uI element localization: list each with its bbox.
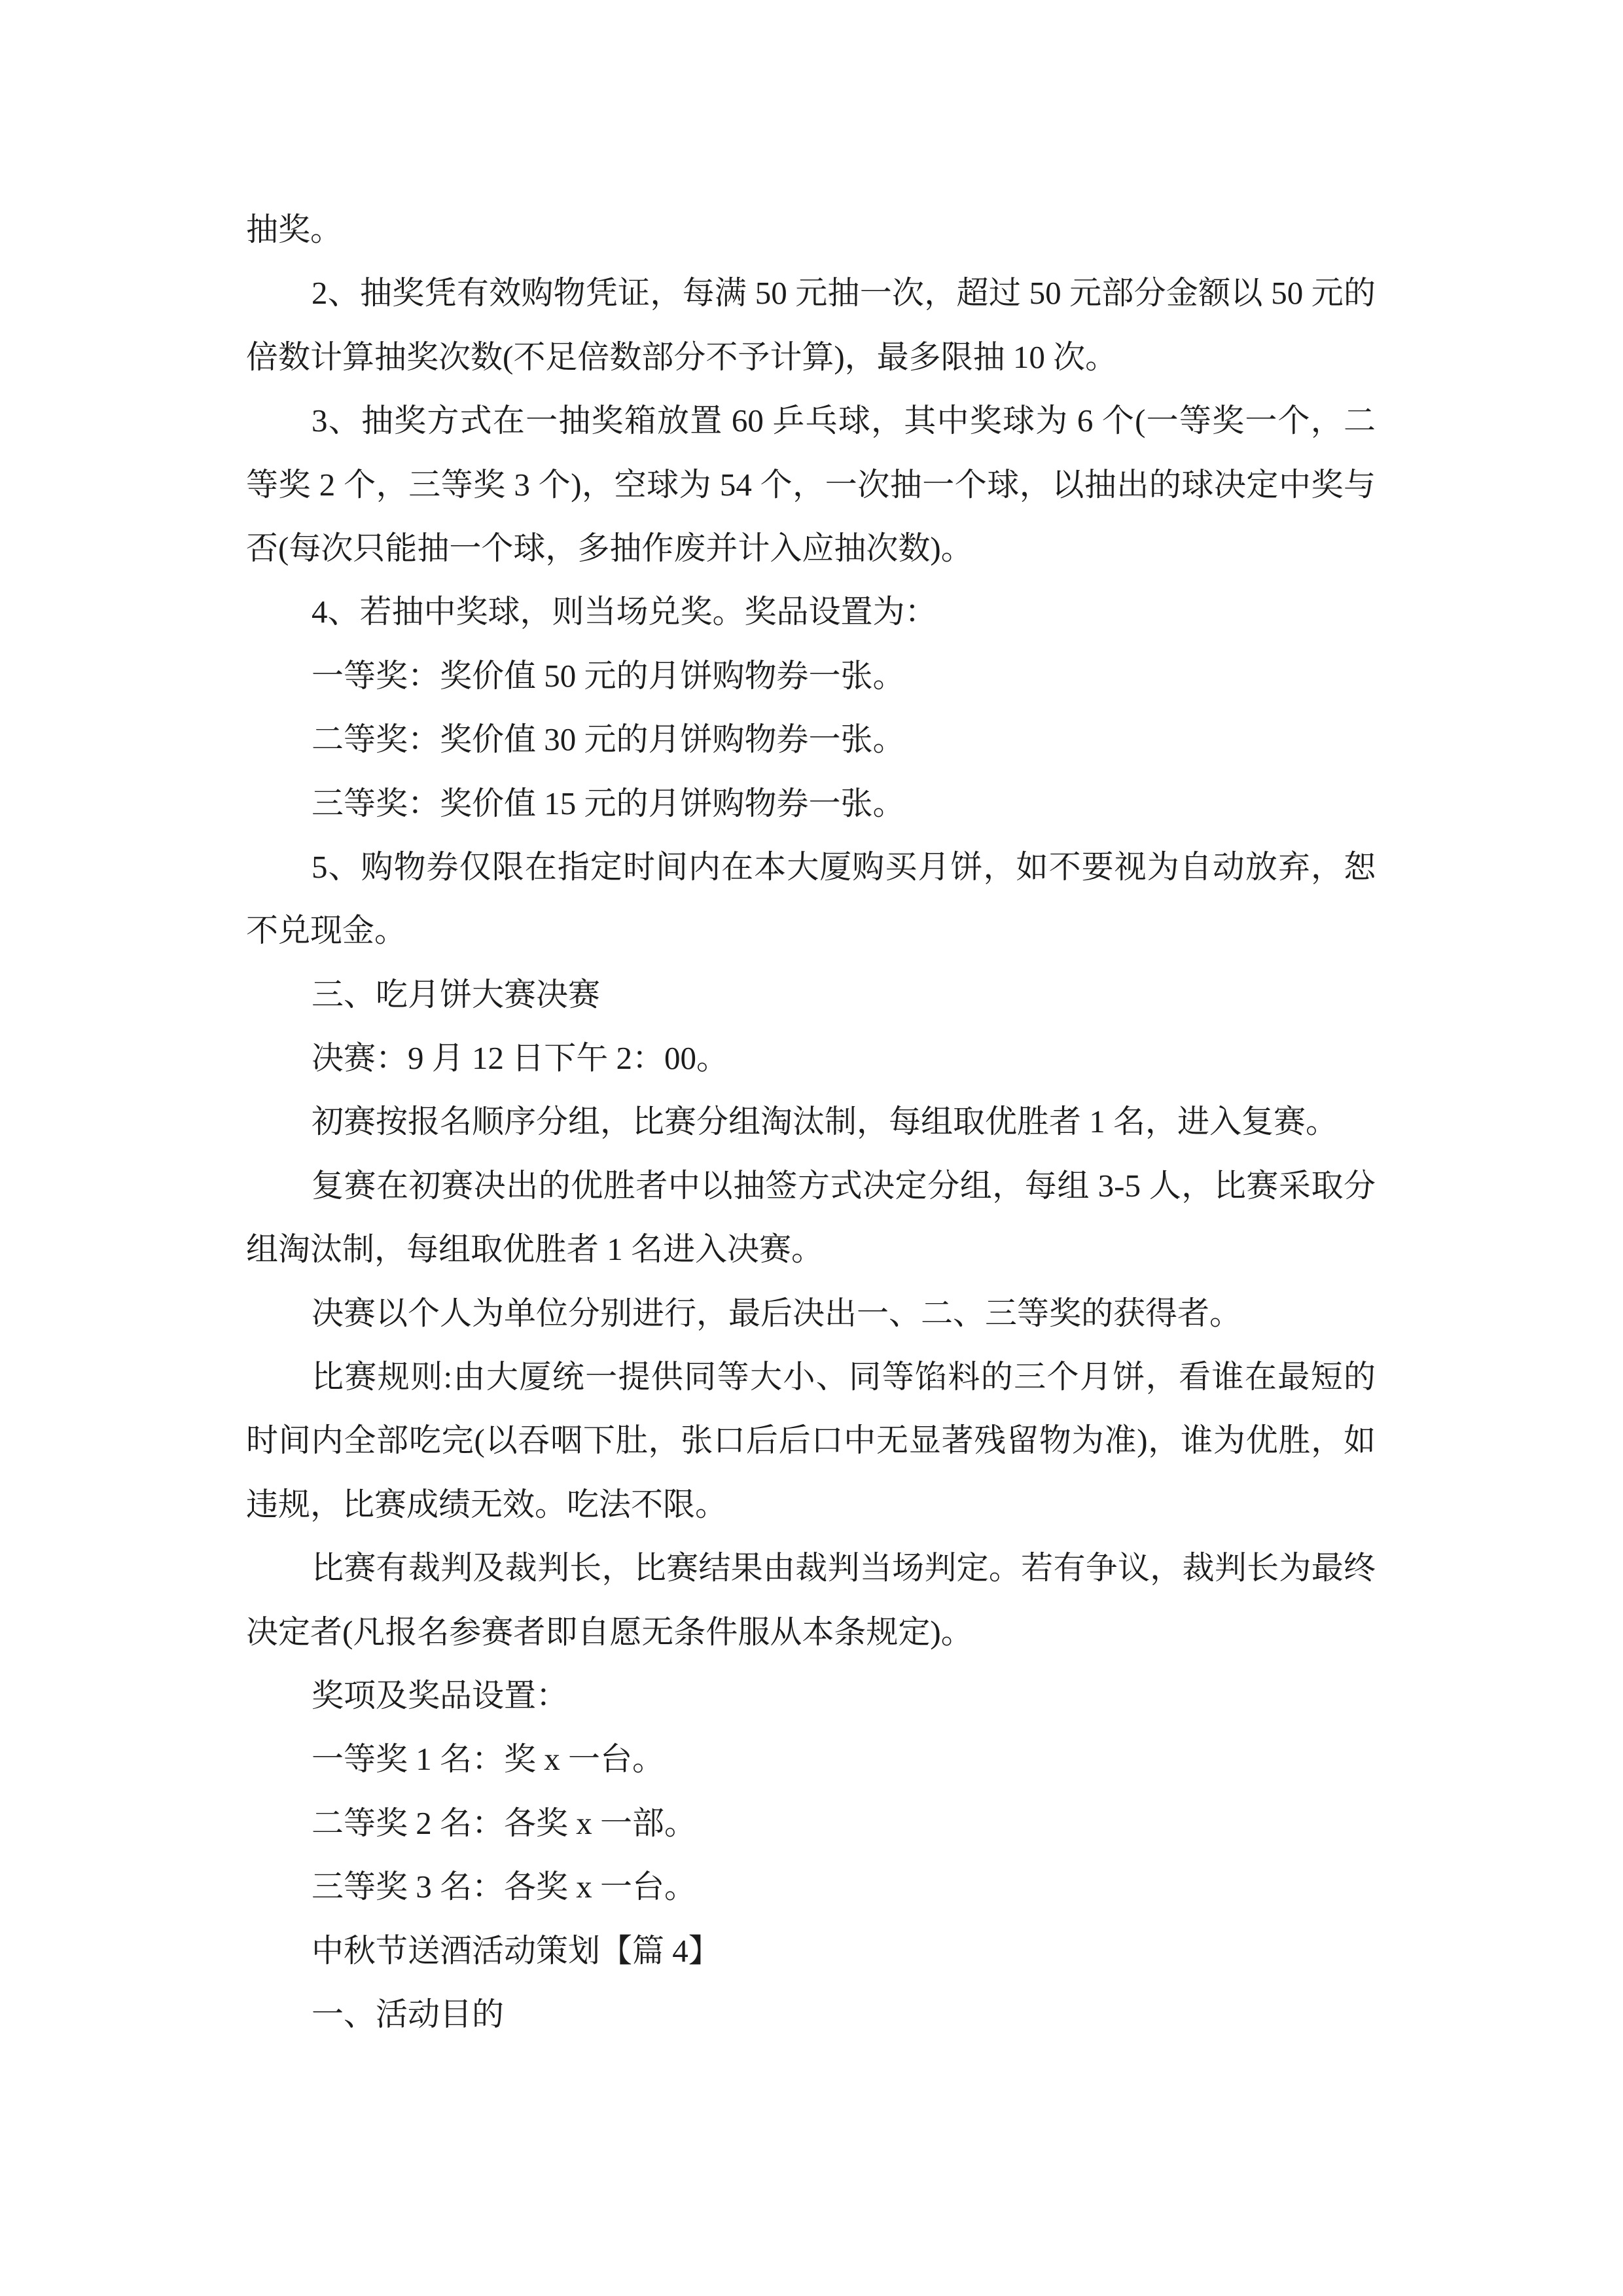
paragraph-rule-4	[246, 580, 1376, 643]
paragraph-referee	[246, 1536, 1376, 1664]
prize-item-first	[246, 644, 1376, 708]
article-title-text: 中秋节送酒活动策划【篇 4】	[312, 1932, 721, 1969]
section-heading	[246, 1982, 1376, 2046]
award-item-first	[246, 1727, 1376, 1791]
paragraph-line: 决赛：9 月 12 日下午 2：00。	[312, 1040, 729, 1077]
paragraph-line: 2、抽奖凭有效购物凭证，每满 50 元抽一次，超过 50 元部分金额以 50 元的	[312, 275, 1376, 312]
paragraph-line: 违规，比赛成绩无效。吃法不限。	[246, 1486, 728, 1522]
paragraph-semifinal	[246, 1154, 1376, 1282]
paragraph-line: 比赛有裁判及裁判长，比赛结果由裁判当场判定。若有争议，裁判长为最终	[312, 1550, 1376, 1587]
paragraph-line: 三等奖：奖价值 15 元的月饼购物券一张。	[312, 785, 905, 821]
paragraph-line: 组淘汰制，每组取优胜者 1 名进入决赛。	[246, 1231, 824, 1268]
paragraph-line: 5、购物券仅限在指定时间内在本大厦购买月饼，如不要视为自动放弃，恕	[312, 848, 1376, 885]
paragraph-line: 比赛规则:由大厦统一提供同等大小、同等馅料的三个月饼，看谁在最短的	[312, 1359, 1376, 1395]
paragraph-rule-5	[246, 835, 1376, 963]
document-body	[246, 198, 1376, 2046]
award-item-third	[246, 1855, 1376, 1918]
paragraph-line: 奖项及奖品设置：	[312, 1677, 569, 1713]
paragraph-line: 一等奖：奖价值 50 元的月饼购物券一张。	[312, 657, 905, 694]
paragraph-line: 3、抽奖方式在一抽奖箱放置 60 乒乓球，其中奖球为 6 个(一等奖一个，二	[312, 403, 1376, 439]
paragraph-rule-3	[246, 389, 1376, 580]
prize-item-third	[246, 772, 1376, 835]
paragraph-line: 决定者(凡报名参赛者即自愿无条件服从本条规定)。	[246, 1613, 973, 1650]
paragraph-preliminary	[246, 1090, 1376, 1153]
paragraph-awards-heading	[246, 1664, 1376, 1727]
paragraph-line: 二等奖 2 名：各奖 x 一部。	[312, 1804, 697, 1841]
paragraph-final-time	[246, 1026, 1376, 1090]
paragraph-line: 倍数计算抽奖次数(不足倍数部分不予计算)，最多限抽 10 次。	[246, 338, 1118, 375]
paragraph-line: 时间内全部吃完(以吞咽下肚，张口后后口中无显著残留物为准)，谁为优胜，如	[246, 1422, 1376, 1459]
paragraph-line: 二等奖：奖价值 30 元的月饼购物券一张。	[312, 721, 905, 758]
prize-item-second	[246, 708, 1376, 771]
paragraph-line: 复赛在初赛决出的优胜者中以抽签方式决定分组，每组 3-5 人，比赛采取分	[312, 1167, 1376, 1204]
paragraph-rule-2	[246, 261, 1376, 389]
paragraph-final	[246, 1282, 1376, 1345]
paragraph-line: 抽奖。	[246, 211, 343, 247]
paragraph-continuation	[246, 198, 1376, 261]
section-heading-text: 一、活动目的	[312, 1996, 505, 2032]
paragraph-line: 三等奖 3 名：各奖 x 一台。	[312, 1869, 697, 1905]
section-heading-text: 三、吃月饼大赛决赛	[312, 976, 601, 1013]
paragraph-line: 等奖 2 个，三等奖 3 个)，空球为 54 个，一次抽一个球，以抽出的球决定中奖与	[246, 466, 1376, 503]
paragraph-line: 初赛按报名顺序分组，比赛分组淘汰制，每组取优胜者 1 名，进入复赛。	[312, 1103, 1338, 1140]
article-title	[246, 1919, 1376, 1982]
paragraph-line: 否(每次只能抽一个球，多抽作废并计入应抽次数)。	[246, 529, 973, 566]
paragraph-line: 决赛以个人为单位分别进行，最后决出一、二、三等奖的获得者。	[312, 1295, 1242, 1331]
paragraph-line: 不兑现金。	[246, 912, 407, 949]
paragraph-contest-rules	[246, 1345, 1376, 1536]
paragraph-line: 一等奖 1 名：奖 x 一台。	[312, 1741, 665, 1778]
section-heading	[246, 963, 1376, 1026]
paragraph-line: 4、若抽中奖球，则当场兑奖。奖品设置为：	[312, 594, 937, 630]
award-item-second	[246, 1791, 1376, 1855]
